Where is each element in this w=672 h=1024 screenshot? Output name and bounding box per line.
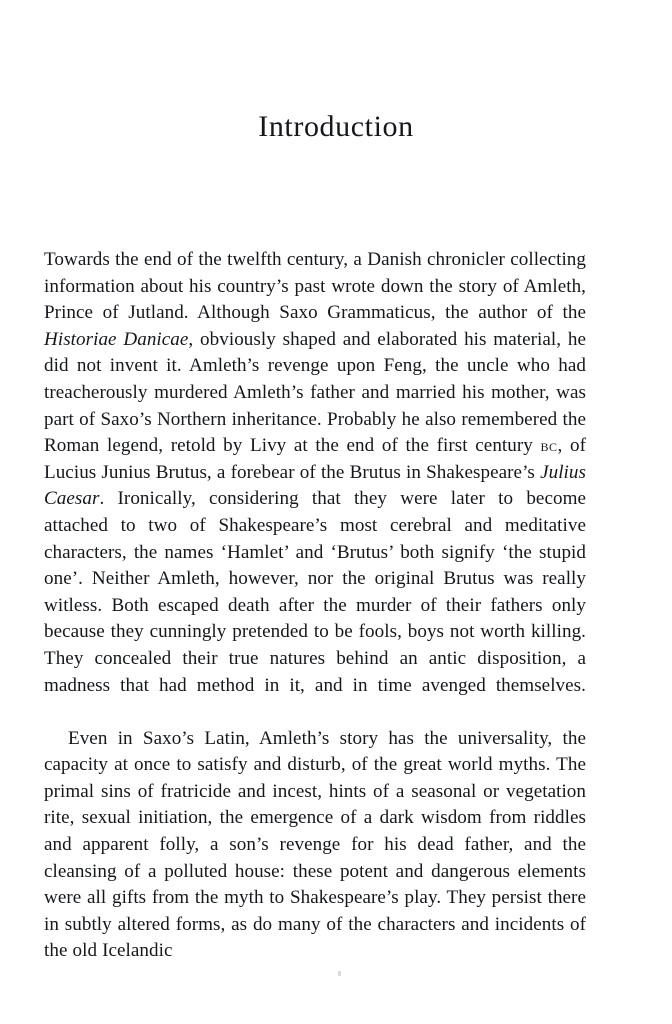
paragraph-2: Even in Saxo’s Latin, Amleth’s story has the universality, the capacity at once to satisfy and disturb, of the great world myths. The primal sins of fratricide and incest, hints of a seasonal or vegetation rite, sexual initiation, the emergence of a dark wisdom from riddles and apparent folly, a son’s revenge for his dead father, and the cleansing of a polluted house: these potent and dangerous elements were all gifts from the myth to Shakespeare’s play. They persist there in subtly altered forms, as do many of the characters and incidents of the old Icelandic (44, 727, 586, 962)
paragraph-1: Towards the end of the twelfth century, a Danish chronicler collecting information about his country’s past wrote down the story of Amleth, Prince of Jutland. Although Saxo Grammaticus, the author of the Historiae Danicae, obviously shaped and elaborated his material, he did not invent it. Amleth’s revenge upon Feng, the uncle who had treacherously murdered Amleth’s father and married his mother, was part of Saxo’s Northern inheritance. Probably he also remembered the Roman legend, retold by Livy at the end of the first century bc, of Lucius Junius Brutus, a forebear of the Brutus in Shakespeare’s Julius Caesar. Ironically, considering that they were later to become attached to two of Shakespeare’s most cerebral and meditative characters, the names ‘Hamlet’ and ‘Brutus’ both signify ‘the stupid one’. Neither Amleth, however, nor the original Brutus was really witless. Both escaped death after the murder of their fathers only because they cunningly pretended to be fools, boys not worth killing. They concealed their true natures behind an antic disposition, a madness that had method in it, and in time avenged themselves. (44, 249, 586, 696)
page-title: Introduction (258, 110, 414, 143)
scan-artifact-speck (338, 971, 341, 976)
italic-title: Julius Caesar (44, 461, 586, 510)
small-caps-era: bc (540, 436, 558, 456)
body-text-block (44, 247, 586, 965)
italic-title: Historiae Danicae (44, 328, 189, 350)
